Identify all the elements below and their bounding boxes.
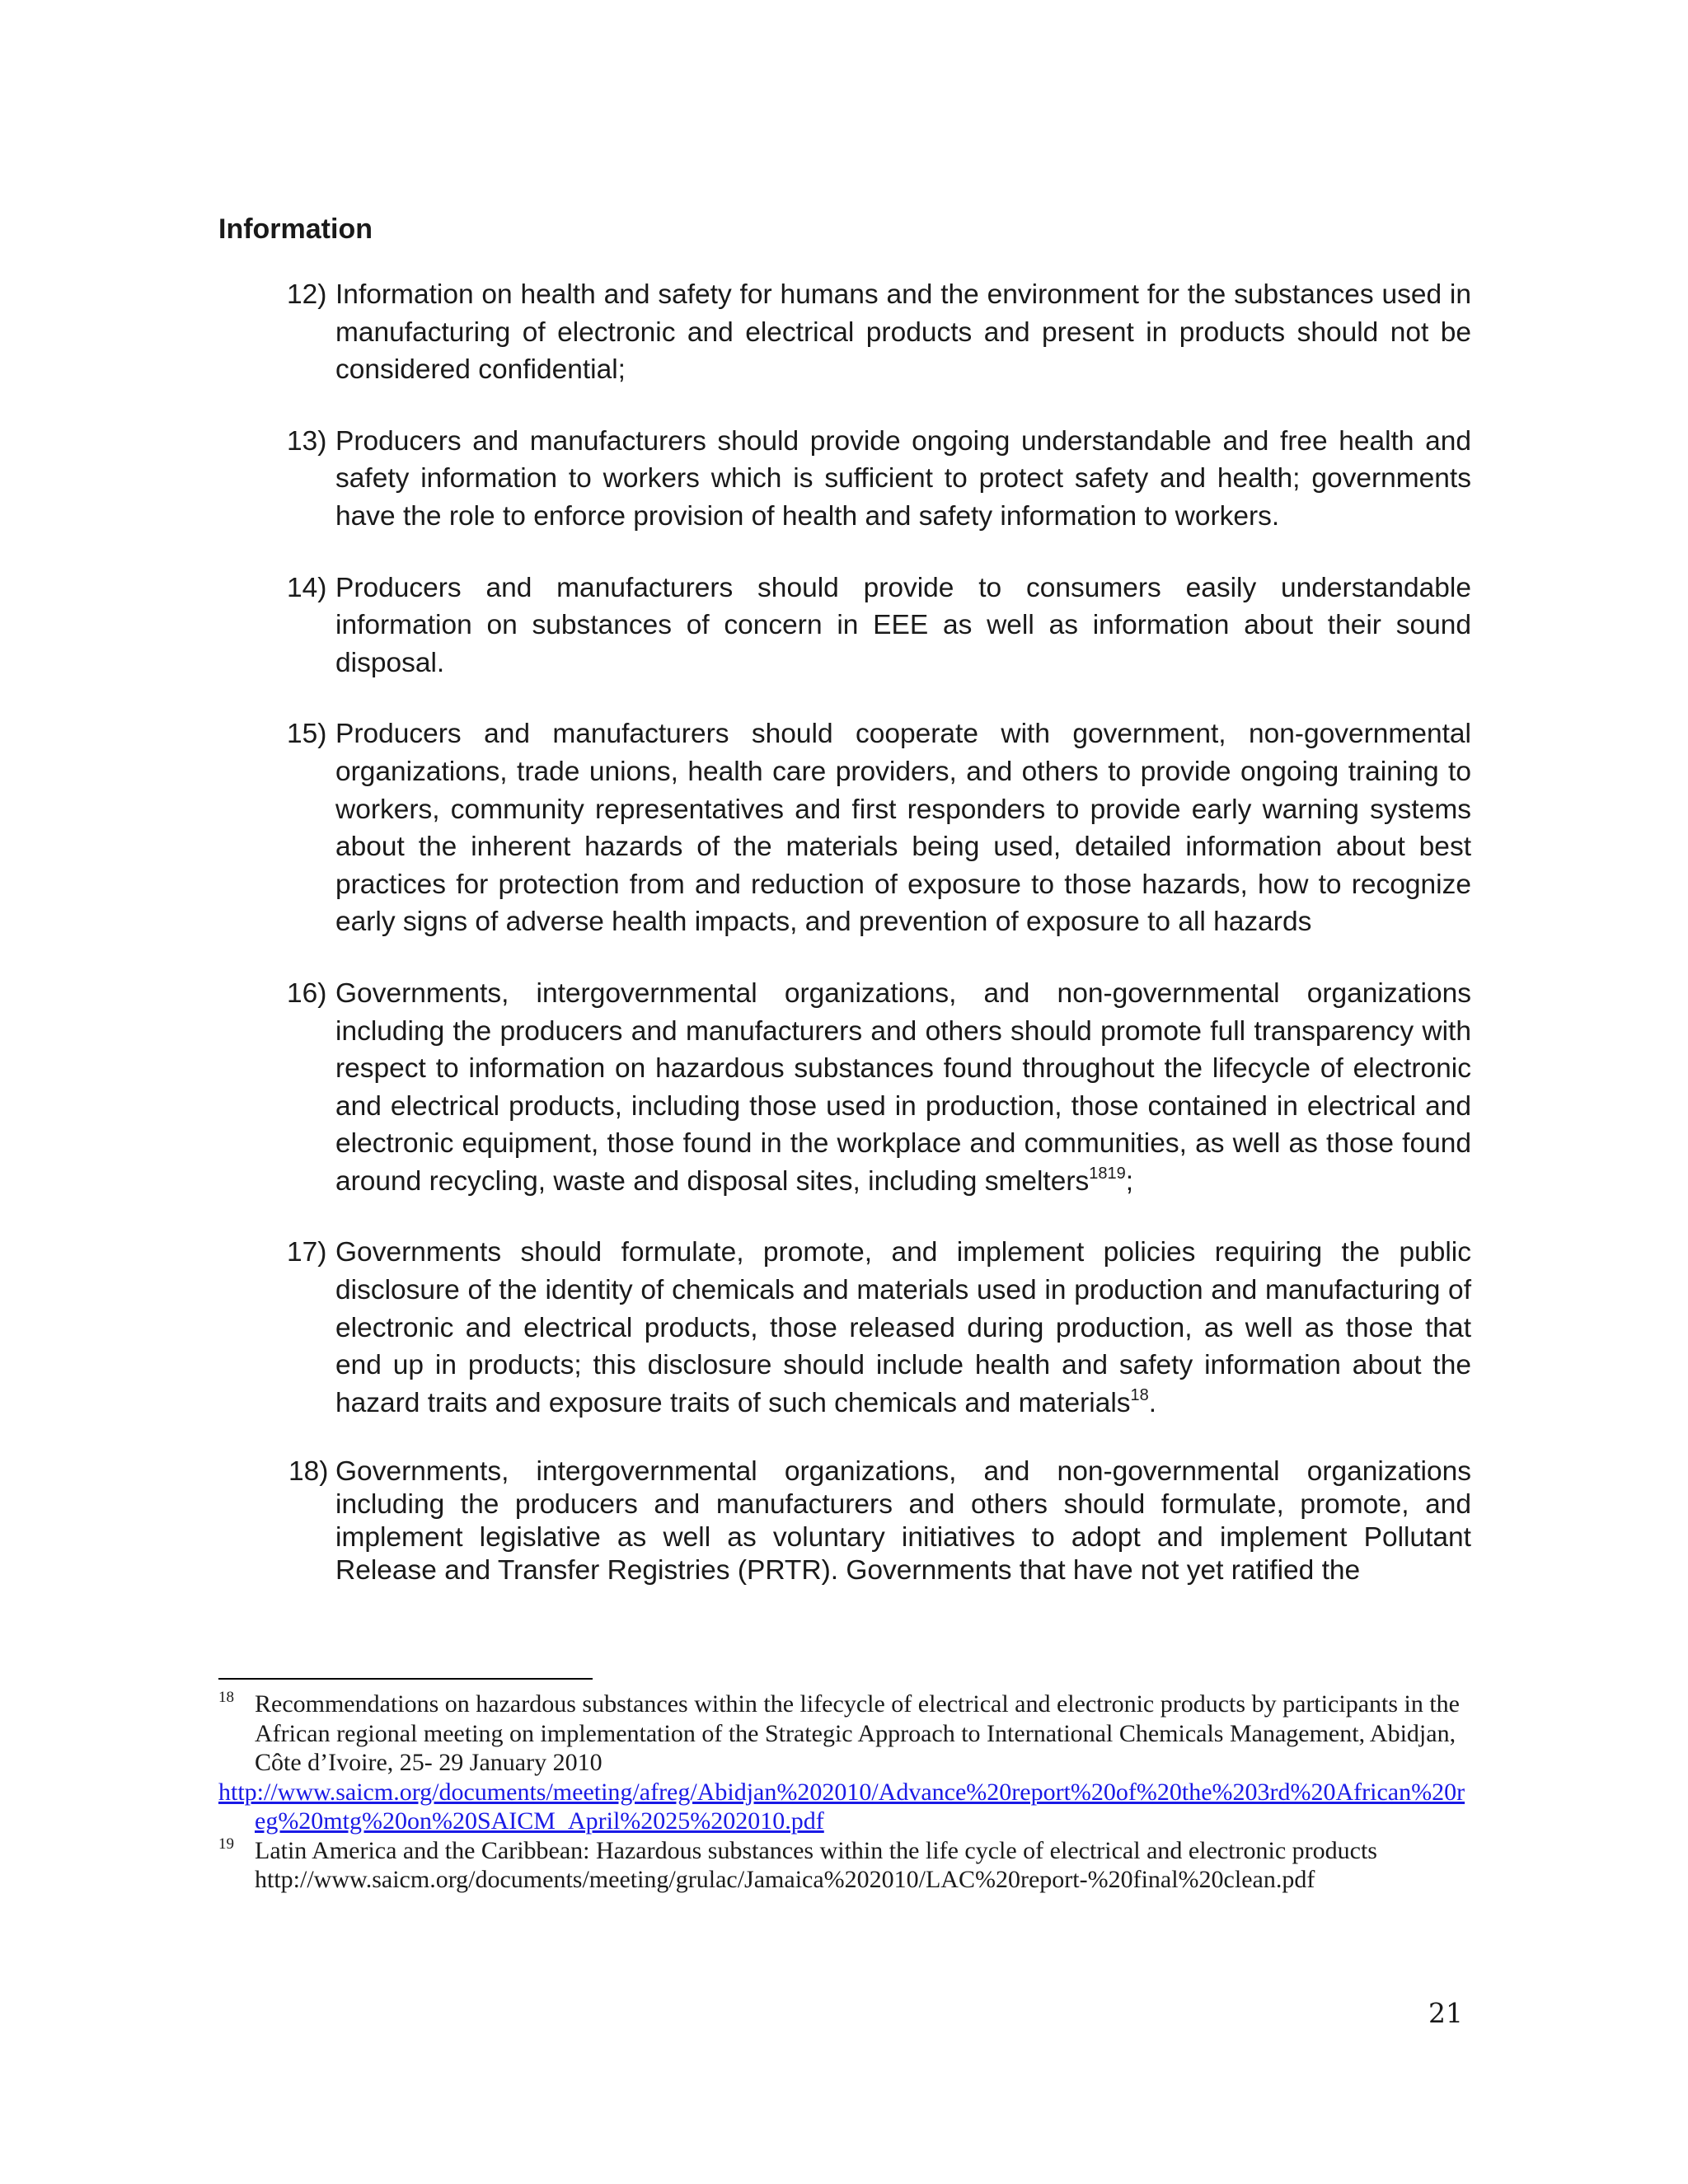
footnote xyxy=(218,1836,1471,1895)
item-number: 15) xyxy=(287,719,327,750)
list-item xyxy=(287,423,1471,536)
footnote-text: Recommendations on hazardous substances within the lifecycle of electrical and electronic products by participants in the African regional meeting on implementation of the Strategic Approach to International Chemicals Management, Abidjan, Côte d’Ivoire, 25- 29 January 2010 xyxy=(255,1690,1461,1776)
recommendation-list xyxy=(287,276,1471,1587)
footnote xyxy=(218,1690,1471,1836)
item-text: Producers and manufacturers should cooperate with government, non-governmental organizations, trade unions, health care providers, and others to provide ongoing training to workers, community representatives and first responders to provide early warning systems about the inherent hazards of the materials being used, detailed information about best practices for protection from and reduction of exposure to those hazards, how to recognize early signs of adverse health impacts, and prevention of exposure to all hazards xyxy=(335,719,1471,938)
footnote-url: http://www.saicm.org/documents/meeting/grulac/Jamaica%202010/LAC%20report-%20final%20clean.pdf xyxy=(255,1866,1315,1893)
footnote-separator xyxy=(218,1678,593,1680)
list-item xyxy=(287,1234,1471,1422)
list-item xyxy=(287,1455,1471,1587)
item-text: Information on health and safety for humans and the environment for the substances used in manufacturing of electronic and electrical products and present in products should not be considered confidential; xyxy=(335,279,1471,386)
footnote-link[interactable]: http://www.saicm.org/documents/meeting/afreg/Abidjan%202010/Advance%20report%20of%20the%203rd%20African%20reg%20mtg%20on%20SAICM_April%2025%202010.pdf xyxy=(218,1778,1465,1835)
item-text: Governments, intergovernmental organizations, and non-governmental organizations including the producers and manufacturers and others should formulate, promote, and implement legislative as well as voluntary initiatives to adopt and implement Pollutant Release and Transfer Registries (PRTR). Governments that have not yet ratified the xyxy=(335,1456,1471,1586)
footnote-number: 19 xyxy=(218,1835,234,1853)
item-number: 13) xyxy=(287,425,327,457)
page-number: 21 xyxy=(1428,1997,1463,2029)
item-text: Governments, intergovernmental organizations, and non-governmental organizations including the producers and manufacturers and others should promote full transparency with respect to information on hazardous substances found throughout the lifecycle of electronic and electrical products, including those used in production, those contained in electrical and electronic equipment, those found in the workplace and communities, as well as those found around recycling, waste and disposal sites, including smelters xyxy=(335,977,1471,1197)
item-number: 17) xyxy=(287,1237,327,1268)
item-text: Producers and manufacturers should provide ongoing understandable and free health and safety information to workers which is sufficient to protect safety and health; governments have the role to enforce provision of health and safety information to workers. xyxy=(335,425,1471,532)
item-text: Governments should formulate, promote, and implement policies requiring the public disclosure of the identity of chemicals and materials used in production and manufacturing of electronic and electrical products, those released during production, as well as those that end up in products; this disclosure should include health and safety information about the hazard traits and exposure traits of such chemicals and materials xyxy=(335,1237,1471,1418)
list-item xyxy=(287,715,1471,941)
footnote-text: Latin America and the Caribbean: Hazardous substances within the life cycle of electrical and electronic products xyxy=(255,1836,1377,1864)
item-number: 14) xyxy=(287,572,327,603)
item-number: 12) xyxy=(287,279,327,310)
item-number: 16) xyxy=(287,977,327,1009)
item-text-tail: ; xyxy=(1125,1165,1134,1197)
footnotes xyxy=(218,1690,1471,1895)
item-text-tail: . xyxy=(1148,1387,1157,1418)
footnote-number: 18 xyxy=(218,1689,234,1706)
footnote-reference[interactable]: 1819 xyxy=(1089,1164,1126,1183)
list-item xyxy=(287,569,1471,682)
item-number: 18) xyxy=(288,1456,329,1488)
list-item xyxy=(287,276,1471,389)
section-heading: Information xyxy=(218,213,373,245)
list-item xyxy=(287,975,1471,1201)
item-text: Producers and manufacturers should provide to consumers easily understandable information on substances of concern in EEE as well as information about their sound disposal. xyxy=(335,572,1471,678)
footnote-reference[interactable]: 18 xyxy=(1130,1385,1149,1404)
